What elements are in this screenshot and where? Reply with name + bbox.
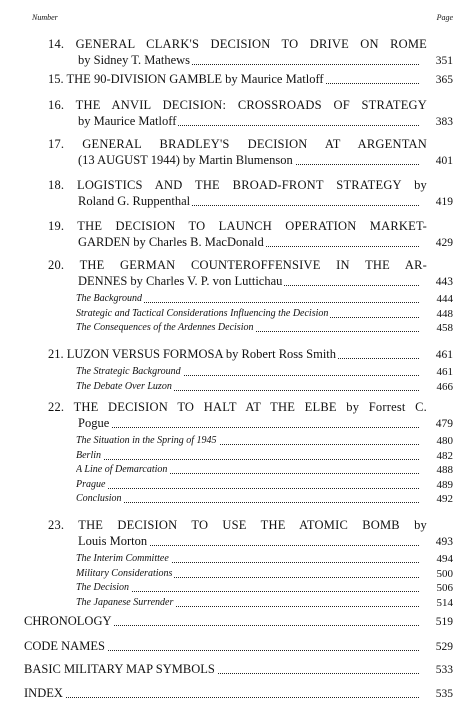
chapter-author-line-text: by Maurice Matloff	[78, 114, 177, 128]
back-matter-line[interactable]	[24, 662, 419, 677]
subsection-line-text: The Decision	[76, 582, 130, 593]
back-matter-line-text: CHRONOLOGY	[24, 614, 112, 628]
chapter-author-line[interactable]	[78, 194, 419, 209]
back-matter-line-text: BASIC MILITARY MAP SYMBOLS	[24, 662, 215, 676]
subsection-line[interactable]	[76, 449, 419, 463]
page-number[interactable]: 458	[436, 322, 453, 334]
chapter-author-line[interactable]	[78, 534, 419, 549]
dot-leader	[78, 427, 419, 428]
subsection-line[interactable]	[76, 434, 419, 448]
page-number[interactable]: 506	[436, 582, 453, 594]
chapter-author-line[interactable]	[78, 114, 419, 129]
subsection-line-text: The Interim Committee	[76, 553, 169, 564]
subsection-line[interactable]	[76, 581, 419, 595]
page-number[interactable]: 351	[435, 55, 453, 67]
page-number[interactable]: 443	[435, 276, 453, 288]
subsection-line-text: The Strategic Background	[76, 366, 181, 377]
back-matter-line[interactable]	[24, 686, 419, 701]
page-number[interactable]: 479	[435, 418, 453, 430]
chapter-title-line[interactable]: 14. GENERAL CLARK'S DECISION TO DRIVE ON ROME	[48, 37, 427, 51]
page-number[interactable]: 492	[436, 493, 453, 505]
subsection-line[interactable]	[76, 292, 419, 306]
subsection-line-text: Berlin	[76, 449, 101, 461]
page-number[interactable]: 480	[436, 435, 453, 447]
chapter-author-line[interactable]	[78, 153, 419, 168]
subsection-line-text: The Debate Over Luzon	[76, 380, 172, 392]
dot-leader	[24, 697, 419, 698]
dot-leader	[76, 488, 419, 489]
subsection-line[interactable]	[76, 478, 419, 492]
dot-leader	[76, 459, 419, 460]
page-number[interactable]: 419	[435, 196, 453, 208]
subsection-line[interactable]	[76, 365, 419, 379]
page-number[interactable]: 482	[436, 449, 453, 462]
page-number[interactable]: 514	[436, 596, 453, 609]
subsection-line[interactable]	[76, 492, 419, 506]
page-number[interactable]: 529	[435, 641, 453, 653]
chapter-author-line[interactable]	[78, 235, 419, 250]
subsection-line-text: The Situation in the Spring of 1945	[76, 435, 217, 446]
subsection-line-text: The Consequences of the Ardennes Decision	[76, 322, 254, 333]
back-matter-line-text: INDEX	[24, 686, 63, 700]
page-number[interactable]: 500	[436, 567, 453, 580]
page-number[interactable]: 365	[435, 74, 453, 86]
page-column-header: Page	[436, 13, 453, 22]
subsection-line[interactable]	[76, 321, 419, 335]
subsection-line-text: The Background	[76, 293, 143, 304]
dot-leader	[76, 502, 419, 503]
back-matter-line[interactable]	[24, 639, 419, 654]
subsection-line-text: The Japanese Surrender	[76, 596, 174, 608]
chapter-author-line-text: DENNES by Charles V. P. von Luttichau	[78, 274, 283, 288]
subsection-line[interactable]	[76, 552, 419, 566]
back-matter-line[interactable]	[24, 614, 419, 629]
page-number[interactable]: 448	[436, 307, 453, 320]
chapter-title-line[interactable]: 16. THE ANVIL DECISION: CROSSROADS OF STRATEGY	[48, 98, 427, 112]
back-matter-line-text: CODE NAMES	[24, 639, 105, 653]
page-number[interactable]: 461	[435, 349, 453, 361]
page-number[interactable]: 466	[436, 380, 453, 393]
chapter-title-line[interactable]: 18. LOGISTICS AND THE BROAD-FRONT STRATEGY by	[48, 178, 427, 192]
page-number[interactable]: 429	[435, 237, 453, 249]
subsection-line-text: Prague	[76, 478, 106, 490]
chapter-author-line-text: GARDEN by Charles B. MacDonald	[78, 235, 264, 249]
subsection-line-text: Conclusion	[76, 493, 122, 504]
page-number[interactable]: 535	[435, 688, 453, 700]
chapter-title-line[interactable]	[48, 347, 419, 362]
page-number[interactable]: 444	[436, 293, 453, 305]
page-number[interactable]: 493	[435, 536, 453, 548]
chapter-title-line[interactable]: 20. THE GERMAN COUNTEROFFENSIVE IN THE AR-	[48, 258, 427, 272]
chapter-author-line-text: Roland G. Ruppenthal	[78, 194, 191, 208]
chapter-title-line-text: 15. THE 90-DIVISION GAMBLE by Maurice Matloff	[48, 72, 324, 86]
subsection-line[interactable]	[76, 463, 419, 477]
page-number[interactable]: 401	[435, 155, 453, 167]
chapter-title-line-text: 21. LUZON VERSUS FORMOSA by Robert Ross Smith	[48, 347, 337, 361]
chapter-author-line-text: Pogue	[78, 416, 110, 430]
page-number[interactable]: 461	[436, 366, 453, 378]
chapter-title-line[interactable]: 19. THE DECISION TO LAUNCH OPERATION MARKET-	[48, 219, 427, 233]
subsection-line[interactable]	[76, 380, 419, 394]
chapter-title-line[interactable]: 22. THE DECISION TO HALT AT THE ELBE by Forrest C.	[48, 400, 427, 414]
chapter-author-line[interactable]	[78, 274, 419, 289]
subsection-line-text: Military Considerations	[76, 567, 173, 579]
subsection-line-text: A Line of Demarcation	[76, 464, 168, 475]
page-number[interactable]: 494	[436, 553, 453, 565]
chapter-author-line[interactable]	[78, 416, 419, 431]
page-number[interactable]: 383	[435, 116, 453, 128]
chapter-author-line-text: by Sidney T. Mathews	[78, 53, 191, 67]
chapter-author-line-text: (13 AUGUST 1944) by Martin Blumenson	[78, 153, 293, 167]
page-number[interactable]: 533	[435, 664, 453, 676]
page-number[interactable]: 488	[436, 464, 453, 476]
subsection-line[interactable]	[76, 307, 419, 321]
page-number[interactable]: 519	[435, 616, 453, 628]
subsection-line[interactable]	[76, 567, 419, 581]
subsection-line[interactable]	[76, 596, 419, 610]
chapter-author-line-text: Louis Morton	[78, 534, 148, 548]
page-number[interactable]: 489	[436, 478, 453, 491]
chapter-author-line[interactable]	[78, 53, 419, 68]
subsection-line-text: Strategic and Tactical Considerations Influencing the Decision	[76, 307, 329, 319]
chapter-title-line[interactable]	[48, 72, 419, 87]
chapter-title-line[interactable]: 23. THE DECISION TO USE THE ATOMIC BOMB by	[48, 518, 427, 532]
chapter-title-line[interactable]: 17. GENERAL BRADLEY'S DECISION AT ARGENTAN	[48, 137, 427, 151]
number-column-header: Number	[32, 13, 58, 22]
